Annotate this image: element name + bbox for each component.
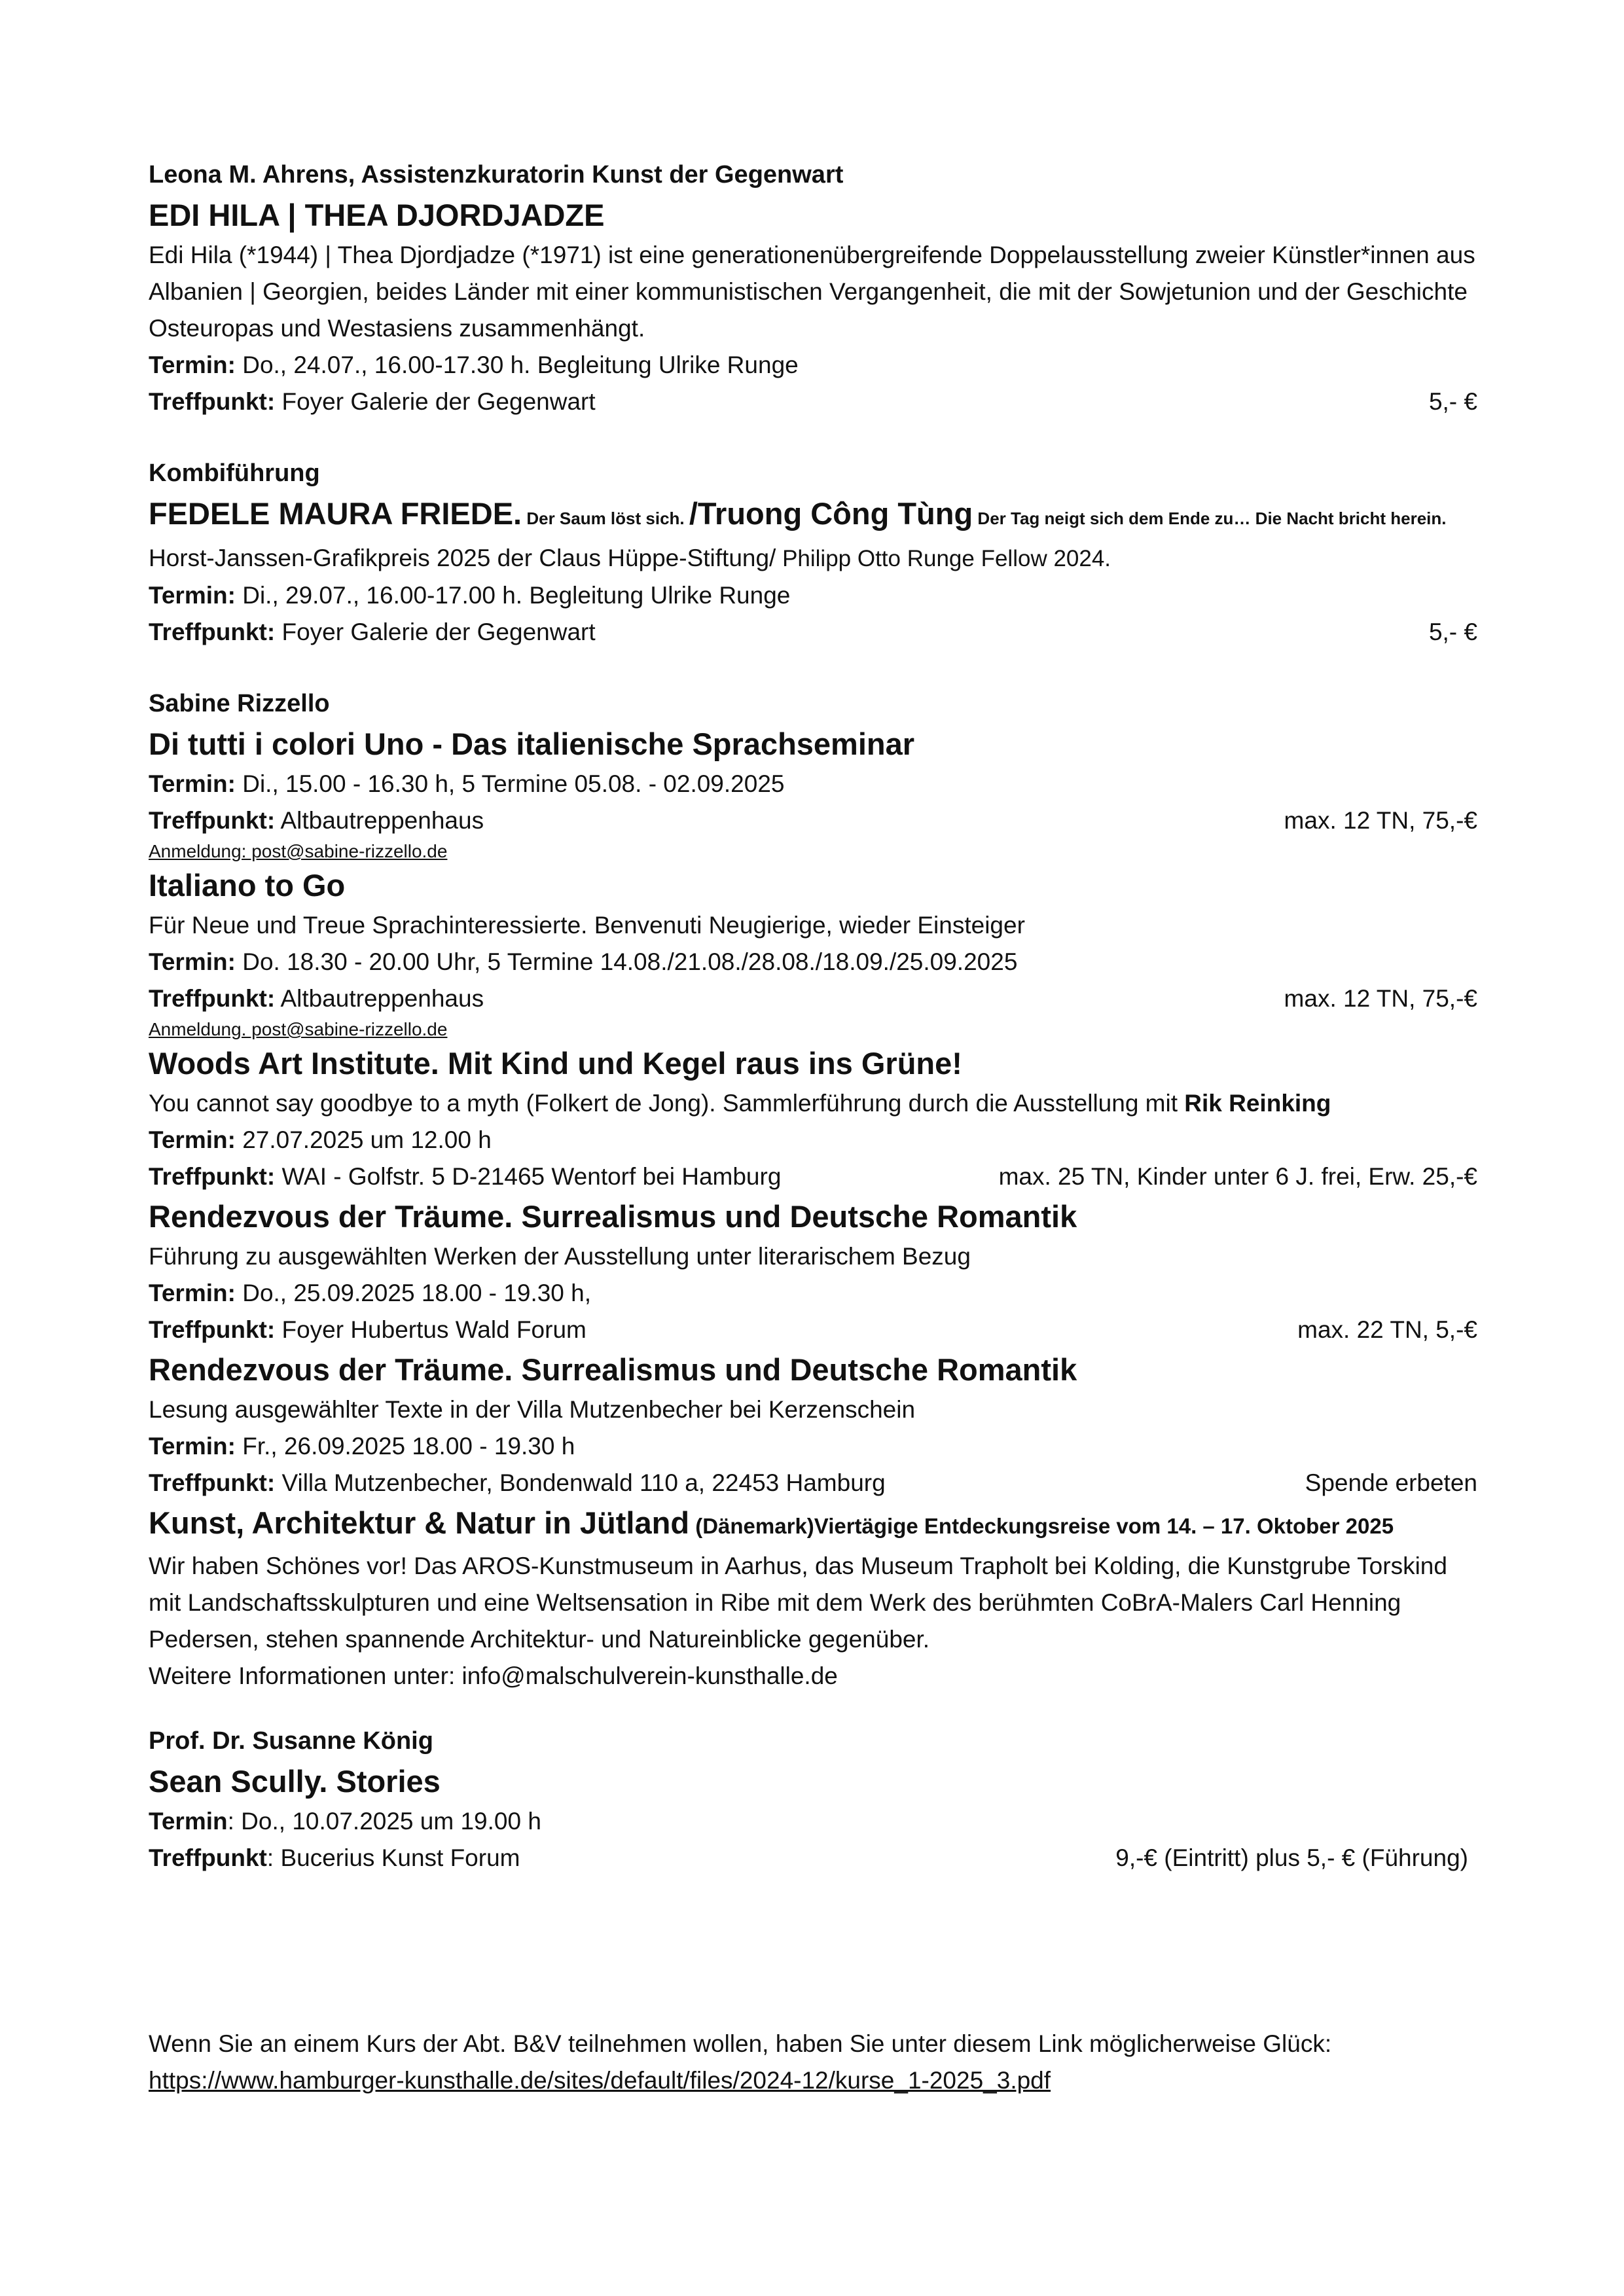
section-description: Führung zu ausgewählten Werken der Ausstellung unter literarischem Bezug [149,1243,971,1270]
treffpunkt-row [149,980,1477,1017]
registration-link[interactable]: Anmeldung. post@sabine-rizzello.de [149,1019,448,1039]
price: max. 12 TN, 75,-€ [1284,985,1477,1012]
description-guide-name: Rik Reinking [1184,1090,1331,1117]
section-description: Für Neue und Treue Sprachinteressierte. Benvenuti Neugierige, wieder Einsteiger [149,912,1025,939]
treffpunkt-value: WAI - Golfstr. 5 D-21465 Wentorf bei Hamburg [275,1163,782,1190]
treffpunkt-row [149,802,1477,839]
termin-value: : Do., 10.07.2025 um 19.00 h [227,1808,541,1835]
section-title: Rendezvous der Träume. Surrealismus und Deutsche Romantik [149,1199,1077,1234]
section-author: Sabine Rizzello [149,690,330,717]
treffpunkt-row [149,384,1477,420]
termin-value: Do. 18.30 - 20.00 Uhr, 5 Termine 14.08./21.08./28.08./18.09./25.09.2025 [235,948,1018,975]
termin-row [149,1428,1477,1465]
termin-row [149,347,1477,384]
treffpunkt-value: : Bucerius Kunst Forum [266,1844,520,1871]
info-line: Weitere Informationen unter: info@malschulverein-kunsthalle.de [149,1662,838,1689]
section-sean-scully [149,1722,1477,1876]
treffpunkt-row [149,1840,1477,1876]
title-subtitle: (Dänemark)Viertägige Entdeckungsreise vom 14. – 17. Oktober 2025 [689,1514,1394,1538]
title-part-a-subtitle: Der Saum löst sich. [522,509,689,528]
termin-row [149,766,1477,802]
section-author: Prof. Dr. Susanne König [149,1727,433,1755]
termin-label: Termin: [149,1126,236,1153]
treffpunkt-value: Foyer Galerie der Gegenwart [275,619,596,645]
price: max. 25 TN, Kinder unter 6 J. frei, Erw. 25,-€ [998,1163,1477,1190]
section-title: Sean Scully. Stories [149,1764,441,1799]
treffpunkt-value: Foyer Galerie der Gegenwart [275,388,596,415]
section-title: Di tutti i colori Uno - Das italienische Sprachseminar [149,726,915,761]
section-di-tutti-i-colori [149,685,1477,864]
termin-row [149,944,1477,980]
termin-label: Termin: [149,1280,236,1306]
subtitle-part-b: Philipp Otto Runge Fellow 2024. [776,546,1111,571]
treffpunkt-row [149,1158,1477,1195]
footer-note [149,2026,1477,2099]
footer-text: Wenn Sie an einem Kurs der Abt. B&V teilnehmen wollen, haben Sie unter diesem Link möglicherweise Glück: [149,2030,1332,2057]
section-kombifuehrung [149,454,1477,651]
price: max. 22 TN, 5,-€ [1297,1316,1477,1343]
termin-row [149,1803,1477,1840]
termin-label: Termin [149,1808,228,1835]
section-rendezvous-fuehrung [149,1195,1477,1348]
section-title: Rendezvous der Träume. Surrealismus und Deutsche Romantik [149,1352,1077,1387]
section-rendezvous-lesung [149,1348,1477,1501]
termin-label: Termin: [149,770,236,797]
section-author: Leona M. Ahrens, Assistenzkuratorin Kunst der Gegenwart [149,161,844,188]
termin-row [149,1122,1477,1158]
section-edi-hila [149,156,1477,420]
title-part-b: /Truong Công Tùng [689,496,973,531]
termin-label: Termin: [149,948,236,975]
treffpunkt-label: Treffpunkt: [149,388,276,415]
section-description: Wir haben Schönes vor! Das AROS-Kunstmuseum in Aarhus, das Museum Trapholt bei Kolding, die Kunstgrube Torskind mit Landschaftsskulpturen und eine Weltsensation in Ribe mit dem Werk des berühmten CoBrA-Malers Carl Henning Pedersen, stehen spannende Architektur- und Natureinblicke gegenüber. [149,1552,1447,1653]
treffpunkt-label: Treffpunkt: [149,807,276,834]
treffpunkt-row [149,614,1477,651]
section-italiano-to-go [149,864,1477,1042]
termin-value: Di., 15.00 - 16.30 h, 5 Termine 05.08. - 02.09.2025 [235,770,785,797]
section-description: Lesung ausgewählter Texte in der Villa Mutzenbecher bei Kerzenschein [149,1396,916,1423]
treffpunkt-label: Treffpunkt: [149,619,276,645]
program-page [149,156,1477,1876]
treffpunkt-row [149,1312,1477,1348]
treffpunkt-value: Altbautreppenhaus [275,985,484,1012]
termin-label: Termin: [149,582,236,609]
subtitle-part-a: Horst-Janssen-Grafikpreis 2025 der Claus Hüppe-Stiftung/ [149,545,776,571]
section-title [149,1501,1477,1548]
termin-value: 27.07.2025 um 12.00 h [235,1126,492,1153]
section-author: Kombiführung [149,459,320,487]
termin-row [149,577,1477,614]
section-woods-art-institute [149,1042,1477,1195]
price: max. 12 TN, 75,-€ [1284,807,1477,834]
section-description [149,1085,1477,1122]
price: 5,- € [1428,619,1477,645]
treffpunkt-label: Treffpunkt: [149,1316,276,1343]
price: Spende erbeten [1305,1469,1477,1496]
section-subtitle [149,540,1477,577]
section-description: Edi Hila (*1944) | Thea Djordjadze (*1971) ist eine generationenübergreifende Doppelausstellung zweier Künstler*innen aus Albanien | Georgien, beides Länder mit einer kommunistischen Vergangenheit, die mit der Sowjetunion und der Geschichte Osteuropas und Westasiens zusammenhängt. [149,242,1475,342]
course-link[interactable]: https://www.hamburger-kunsthalle.de/sites/default/files/2024-12/kurse_1-2025_3.pdf [149,2067,1051,2094]
section-title: EDI HILA | THEA DJORDJADZE [149,198,605,232]
treffpunkt-label: Treffpunkt [149,1844,267,1871]
price: 5,- € [1428,388,1477,415]
treffpunkt-value: Altbautreppenhaus [275,807,484,834]
price: 9,-€ (Eintritt) plus 5,- € (Führung) [1115,1844,1468,1871]
title-main: Kunst, Architektur & Natur in Jütland [149,1505,690,1540]
registration-link[interactable]: Anmeldung: post@sabine-rizzello.de [149,841,448,861]
title-part-b-subtitle: Der Tag neigt sich dem Ende zu… Die Nacht bricht herein. [973,509,1447,528]
treffpunkt-label: Treffpunkt: [149,985,276,1012]
treffpunkt-row [149,1465,1477,1501]
termin-value: Do., 25.09.2025 18.00 - 19.30 h, [235,1280,592,1306]
termin-value: Fr., 26.09.2025 18.00 - 19.30 h [235,1433,575,1460]
section-title [149,492,1477,540]
description-text: You cannot say goodbye to a myth (Folkert de Jong). Sammlerführung durch die Ausstellung mit [149,1090,1185,1117]
treffpunkt-label: Treffpunkt: [149,1469,276,1496]
termin-value: Do., 24.07., 16.00-17.30 h. Begleitung Ulrike Runge [235,351,799,378]
treffpunkt-label: Treffpunkt: [149,1163,276,1190]
treffpunkt-value: Foyer Hubertus Wald Forum [275,1316,586,1343]
termin-label: Termin: [149,1433,236,1460]
section-juetland-reise [149,1501,1477,1695]
treffpunkt-value: Villa Mutzenbecher, Bondenwald 110 a, 22453 Hamburg [275,1469,886,1496]
title-part-a: FEDELE MAURA FRIEDE. [149,496,522,531]
section-title: Woods Art Institute. Mit Kind und Kegel raus ins Grüne! [149,1046,962,1081]
termin-row [149,1275,1477,1312]
termin-value: Di., 29.07., 16.00-17.00 h. Begleitung Ulrike Runge [235,582,791,609]
section-title: Italiano to Go [149,868,346,903]
termin-label: Termin: [149,351,236,378]
